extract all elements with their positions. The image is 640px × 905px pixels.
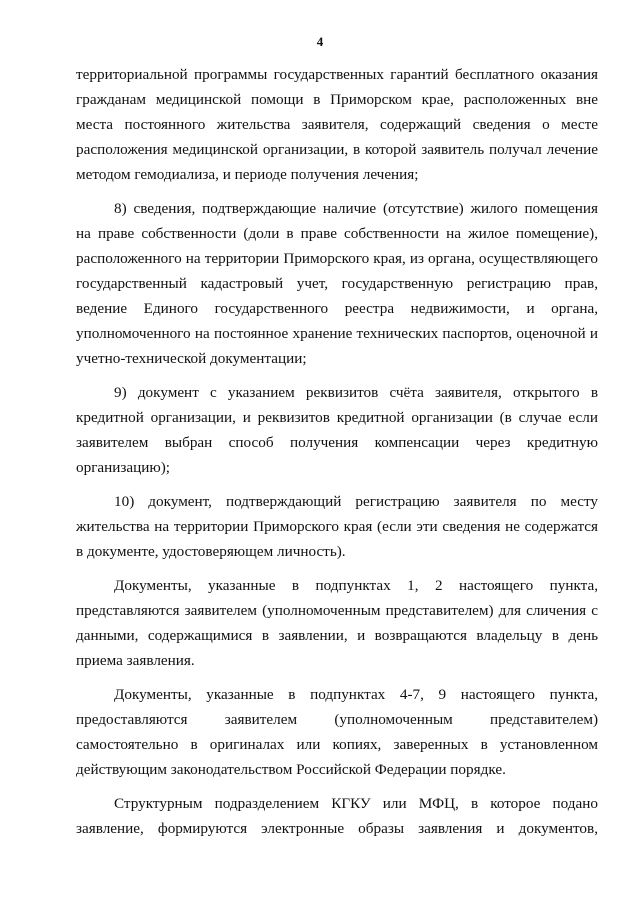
paragraph-item-9 — [76, 380, 598, 480]
paragraph-documents-4-7-9 — [76, 682, 598, 782]
text-line: ведение Единого государственного реестра недвижимости, и органа, — [76, 300, 598, 317]
text-line: учетно-технической документации; — [76, 350, 307, 367]
text-line: на праве собственности (доли в праве собственности на жилое помещение), — [76, 225, 598, 242]
text-line: самостоятельно в оригиналах или копиях, заверенных в установленном — [76, 736, 598, 753]
text-line: данными, содержащимися в заявлении, и возвращаются владельцу в день — [76, 627, 598, 644]
paragraph-structural-unit — [76, 791, 598, 841]
text-line: кредитной организации, и реквизитов кредитной организации (в случае если — [76, 409, 598, 426]
paragraph-continuation — [76, 62, 598, 187]
paragraph-documents-1-2 — [76, 573, 598, 673]
text-line: 10) документ, подтверждающий регистрацию заявителя по месту — [114, 493, 598, 510]
text-line: заявителем выбран способ получения компенсации через кредитную — [76, 434, 598, 451]
text-line: территориальной программы государственных гарантий бесплатного оказания — [76, 66, 598, 83]
text-line: заявление, формируются электронные образы заявления и документов, — [76, 820, 598, 837]
text-line: уполномоченного на постоянное хранение технических паспортов, оценочной и — [76, 325, 598, 342]
text-line: гражданам медицинской помощи в Приморском крае, расположенных вне — [76, 91, 598, 108]
text-line: 8) сведения, подтверждающие наличие (отсутствие) жилого помещения — [114, 200, 598, 217]
text-line: Структурным подразделением КГКУ или МФЦ, в которое подано — [114, 795, 598, 812]
text-line: Документы, указанные в подпунктах 1, 2 настоящего пункта, — [114, 577, 598, 594]
text-line: в документе, удостоверяющем личность). — [76, 543, 346, 560]
text-line: места постоянного жительства заявителя, содержащий сведения о месте — [76, 116, 598, 133]
text-line: приема заявления. — [76, 652, 195, 669]
text-line: государственный кадастровый учет, государственную регистрацию прав, — [76, 275, 598, 292]
document-body — [76, 62, 598, 841]
paragraph-item-10 — [76, 489, 598, 564]
text-line: расположенного на территории Приморского края, из органа, осуществляющего — [76, 250, 598, 267]
text-line: представляются заявителем (уполномоченным представителем) для сличения с — [76, 602, 598, 619]
page-number: 4 — [316, 34, 324, 49]
text-line: расположения медицинской организации, в которой заявитель получал лечение — [76, 141, 598, 158]
text-line: организацию); — [76, 459, 171, 476]
text-line: Документы, указанные в подпунктах 4-7, 9 настоящего пункта, — [114, 686, 598, 703]
text-line: методом гемодиализа, и периоде получения лечения; — [76, 166, 419, 183]
paragraph-item-8 — [76, 196, 598, 371]
text-line: жительства на территории Приморского края (если эти сведения не содержатся — [76, 518, 598, 535]
text-line: предоставляются заявителем (уполномоченным представителем) — [76, 711, 598, 728]
text-line: действующим законодательством Российской Федерации порядке. — [76, 761, 506, 778]
text-line: 9) документ с указанием реквизитов счёта заявителя, открытого в — [114, 384, 598, 401]
